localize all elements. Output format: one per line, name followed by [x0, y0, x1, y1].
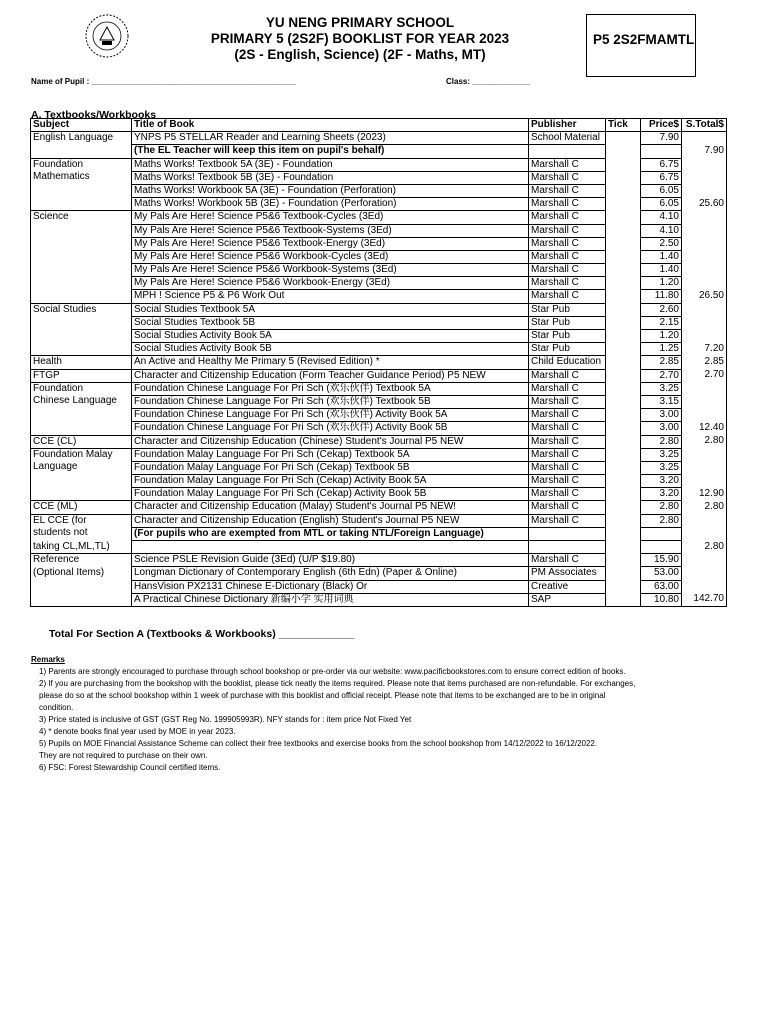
subtotal-cell [682, 461, 727, 474]
price-cell: 2.60 [641, 303, 682, 316]
publisher-cell: SAP [529, 593, 606, 606]
subject-cell [31, 409, 132, 422]
publisher-cell: Marshall C [529, 158, 606, 171]
table-row [31, 132, 727, 145]
tick-cell[interactable] [606, 593, 641, 606]
subject-cell [31, 593, 132, 606]
title-cell: A Practical Chinese Dictionary 新编小学 实用词典 [132, 593, 529, 606]
tick-cell[interactable] [606, 132, 641, 145]
subtotal-cell [682, 237, 727, 250]
publisher-cell: Marshall C [529, 395, 606, 408]
section-a-total: Total For Section A (Textbooks & Workbooks) _____________ [49, 628, 355, 640]
tick-cell[interactable] [606, 211, 641, 224]
publisher-cell: Marshall C [529, 488, 606, 501]
subtotal-cell: 2.85 [682, 356, 727, 369]
title-cell: My Pals Are Here! Science P5&6 Workbook-Energy (3Ed) [132, 277, 529, 290]
remark-line: 4) * denote books final year used by MOE in year 2023. [39, 727, 236, 736]
subtotal-cell [682, 211, 727, 224]
subject-cell: Reference [31, 554, 132, 567]
price-cell: 6.05 [641, 184, 682, 197]
subject-cell: Language [31, 461, 132, 474]
table-row [31, 145, 727, 158]
title-cell: Character and Citizenship Education (Form Teacher Guidance Period) P5 NEW [132, 369, 529, 382]
subject-cell [31, 264, 132, 277]
price-cell [641, 145, 682, 158]
table-row [31, 224, 727, 237]
subject-cell: Foundation Malay [31, 448, 132, 461]
publisher-cell: Marshall C [529, 514, 606, 527]
table-row [31, 593, 727, 606]
table-row [31, 395, 727, 408]
price-cell: 2.70 [641, 369, 682, 382]
subtotal-cell [682, 250, 727, 263]
tick-cell[interactable] [606, 290, 641, 303]
publisher-cell: Marshall C [529, 422, 606, 435]
subject-cell [31, 488, 132, 501]
table-row [31, 356, 727, 369]
tick-cell[interactable] [606, 435, 641, 448]
publisher-cell: Marshall C [529, 435, 606, 448]
tick-cell[interactable] [606, 514, 641, 527]
price-cell: 11.80 [641, 290, 682, 303]
publisher-cell: Marshall C [529, 501, 606, 514]
table-row [31, 264, 727, 277]
pupil-name-field[interactable]: Name of Pupil : ______________________________________________ [31, 77, 297, 86]
publisher-cell: Marshall C [529, 171, 606, 184]
remark-line: 5) Pupils on MOE Financial Assistance Scheme can collect their free textbooks and exercise books from the school bookshop from 14/12/2022 to 16/12/2022. [39, 739, 598, 748]
subject-cell: Foundation [31, 382, 132, 395]
price-cell: 15.90 [641, 554, 682, 567]
publisher-cell [529, 145, 606, 158]
tick-cell[interactable] [606, 237, 641, 250]
subject-cell: Foundation [31, 158, 132, 171]
publisher-cell: Marshall C [529, 461, 606, 474]
title-cell: Foundation Chinese Language For Pri Sch (欢乐伙伴) Textbook 5B [132, 395, 529, 408]
school-crest-logo [84, 13, 130, 59]
title-cell: Social Studies Textbook 5A [132, 303, 529, 316]
subject-cell: Chinese Language [31, 395, 132, 408]
tick-cell[interactable] [606, 171, 641, 184]
subtotal-cell [682, 330, 727, 343]
title-cell: MPH ! Science P5 & P6 Work Out [132, 290, 529, 303]
col-subtotal-header: S.Total$ [682, 119, 727, 132]
title-cell: Character and Citizenship Education (Malay) Student's Journal P5 NEW! [132, 501, 529, 514]
price-cell: 3.25 [641, 382, 682, 395]
title-cell: Social Studies Activity Book 5B [132, 343, 529, 356]
price-cell: 3.00 [641, 409, 682, 422]
subject-cell [31, 184, 132, 197]
tick-cell[interactable] [606, 395, 641, 408]
publisher-cell: Marshall C [529, 237, 606, 250]
subject-cell: Social Studies [31, 303, 132, 316]
table-row [31, 514, 727, 527]
subject-cell: EL CCE (for [31, 514, 132, 527]
subject-cell: (Optional Items) [31, 567, 132, 580]
subtotal-cell: 7.20 [682, 343, 727, 356]
tick-cell[interactable] [606, 527, 641, 540]
title-cell: My Pals Are Here! Science P5&6 Textbook-Cycles (3Ed) [132, 211, 529, 224]
tick-cell[interactable] [606, 422, 641, 435]
col-price-header: Price$ [641, 119, 682, 132]
publisher-cell: Marshall C [529, 211, 606, 224]
table-row [31, 237, 727, 250]
publisher-cell: Marshall C [529, 184, 606, 197]
col-subject-header: Subject [31, 119, 132, 132]
price-cell: 3.25 [641, 448, 682, 461]
table-row [31, 198, 727, 211]
title-cell: Foundation Chinese Language For Pri Sch (欢乐伙伴) Activity Book 5B [132, 422, 529, 435]
subtotal-cell [682, 224, 727, 237]
title-cell: Character and Citizenship Education (Chinese) Student's Journal P5 NEW [132, 435, 529, 448]
table-row [31, 409, 727, 422]
subject-cell [31, 330, 132, 343]
booklist-table [30, 118, 727, 607]
price-cell: 2.80 [641, 514, 682, 527]
booklist-code-box [586, 14, 696, 77]
tick-cell[interactable] [606, 541, 641, 554]
title-cell: Foundation Malay Language For Pri Sch (Cekap) Textbook 5B [132, 461, 529, 474]
table-row [31, 330, 727, 343]
title-cell: My Pals Are Here! Science P5&6 Workbook-Systems (3Ed) [132, 264, 529, 277]
publisher-cell: Marshall C [529, 198, 606, 211]
subject-cell [31, 290, 132, 303]
price-cell: 3.00 [641, 422, 682, 435]
title-cell: Character and Citizenship Education (English) Student's Journal P5 NEW [132, 514, 529, 527]
subtotal-cell [682, 409, 727, 422]
subject-cell [31, 237, 132, 250]
table-row [31, 303, 727, 316]
publisher-cell: Marshall C [529, 448, 606, 461]
price-cell: 4.10 [641, 211, 682, 224]
tick-cell[interactable] [606, 224, 641, 237]
table-row [31, 475, 727, 488]
tick-cell[interactable] [606, 409, 641, 422]
title-cell: Maths Works! Textbook 5B (3E) - Foundation [132, 171, 529, 184]
price-cell: 53.00 [641, 567, 682, 580]
subtotal-cell [682, 171, 727, 184]
tick-cell[interactable] [606, 303, 641, 316]
publisher-cell: Marshall C [529, 277, 606, 290]
title-cell: Longman Dictionary of Contemporary English (6th Edn) (Paper & Online) [132, 567, 529, 580]
table-row [31, 171, 727, 184]
booklist-title: PRIMARY 5 (2S2F) BOOKLIST FOR YEAR 2023 [210, 31, 510, 46]
price-cell: 2.50 [641, 237, 682, 250]
table-row [31, 290, 727, 303]
remark-line: 6) FSC: Forest Stewardship Council certified items. [39, 763, 221, 772]
publisher-cell: Marshall C [529, 409, 606, 422]
subject-cell: Science [31, 211, 132, 224]
col-publisher-header: Publisher [529, 119, 606, 132]
price-cell: 1.40 [641, 264, 682, 277]
remark-line: 1) Parents are strongly encouraged to purchase through school bookshop or pre-order via our website: www.pacificbookstores.com to ensure correct edition of books. [39, 667, 626, 676]
price-cell: 10.80 [641, 593, 682, 606]
price-cell: 1.20 [641, 330, 682, 343]
subtotal-cell: 142.70 [682, 593, 727, 606]
table-row [31, 369, 727, 382]
price-cell: 1.40 [641, 250, 682, 263]
publisher-cell: Creative [529, 580, 606, 593]
tick-cell[interactable] [606, 475, 641, 488]
tick-cell[interactable] [606, 382, 641, 395]
subtotal-cell: 2.80 [682, 541, 727, 554]
table-row [31, 461, 727, 474]
tick-cell[interactable] [606, 567, 641, 580]
class-field[interactable]: Class: _____________ [446, 77, 531, 86]
title-cell: (The EL Teacher will keep this item on pupil's behalf) [132, 145, 529, 158]
price-cell: 3.20 [641, 488, 682, 501]
table-row [31, 343, 727, 356]
price-cell: 6.75 [641, 158, 682, 171]
table-row [31, 554, 727, 567]
title-cell: My Pals Are Here! Science P5&6 Workbook-Cycles (3Ed) [132, 250, 529, 263]
subtotal-cell [682, 448, 727, 461]
tick-cell[interactable] [606, 501, 641, 514]
price-cell [641, 541, 682, 554]
tick-cell[interactable] [606, 198, 641, 211]
title-cell: Foundation Malay Language For Pri Sch (Cekap) Textbook 5A [132, 448, 529, 461]
subtotal-cell [682, 277, 727, 290]
subtotal-cell: 25.60 [682, 198, 727, 211]
subject-cell: FTGP [31, 369, 132, 382]
title-cell: Foundation Chinese Language For Pri Sch (欢乐伙伴) Activity Book 5A [132, 409, 529, 422]
section-a-title: A. Textbooks/Workbooks [31, 109, 157, 121]
publisher-cell: Marshall C [529, 250, 606, 263]
table-row [31, 541, 727, 554]
price-cell: 2.85 [641, 356, 682, 369]
subtotal-cell [682, 395, 727, 408]
price-cell: 2.80 [641, 501, 682, 514]
remarks-title: Remarks [31, 655, 65, 664]
table-row [31, 184, 727, 197]
subtotal-cell [682, 382, 727, 395]
table-row [31, 580, 727, 593]
title-cell: Maths Works! Workbook 5B (3E) - Foundation (Perforation) [132, 198, 529, 211]
subject-cell [31, 475, 132, 488]
title-cell: HansVision PX2131 Chinese E-Dictionary (Black) Or [132, 580, 529, 593]
publisher-cell: Marshall C [529, 224, 606, 237]
subtotal-cell [682, 475, 727, 488]
subtotal-cell: 2.80 [682, 501, 727, 514]
tick-cell[interactable] [606, 316, 641, 329]
subtotal-cell [682, 158, 727, 171]
table-row [31, 501, 727, 514]
price-cell: 63.00 [641, 580, 682, 593]
subtotal-cell: 2.70 [682, 369, 727, 382]
table-row [31, 435, 727, 448]
table-row [31, 527, 727, 540]
tick-cell[interactable] [606, 158, 641, 171]
price-cell: 3.15 [641, 395, 682, 408]
subject-cell: CCE (ML) [31, 501, 132, 514]
subject-cell [31, 316, 132, 329]
title-cell: Social Studies Activity Book 5A [132, 330, 529, 343]
subtotal-cell [682, 554, 727, 567]
price-cell: 7.90 [641, 132, 682, 145]
subtotal-cell [682, 264, 727, 277]
price-cell: 1.20 [641, 277, 682, 290]
remarks-block [31, 654, 731, 774]
table-row [31, 277, 727, 290]
tick-cell[interactable] [606, 580, 641, 593]
subtotal-cell: 2.80 [682, 435, 727, 448]
subject-cell [31, 580, 132, 593]
publisher-cell [529, 527, 606, 540]
subtotal-cell: 26.50 [682, 290, 727, 303]
title-cell: Foundation Malay Language For Pri Sch (Cekap) Activity Book 5A [132, 475, 529, 488]
subtotal-cell: 7.90 [682, 145, 727, 158]
title-cell [132, 541, 529, 554]
publisher-cell: Marshall C [529, 554, 606, 567]
subtotal-cell [682, 567, 727, 580]
table-row [31, 316, 727, 329]
title-cell: Social Studies Textbook 5B [132, 316, 529, 329]
publisher-cell: Marshall C [529, 369, 606, 382]
title-cell: Foundation Malay Language For Pri Sch (Cekap) Activity Book 5B [132, 488, 529, 501]
price-cell: 1.25 [641, 343, 682, 356]
price-cell: 6.75 [641, 171, 682, 184]
table-row [31, 158, 727, 171]
subject-cell: Mathematics [31, 171, 132, 184]
col-title-header: Title of Book [132, 119, 529, 132]
publisher-cell: Child Education [529, 356, 606, 369]
subtotal-cell [682, 316, 727, 329]
subtotal-cell: 12.40 [682, 422, 727, 435]
publisher-cell: Star Pub [529, 343, 606, 356]
subtotal-cell: 12.90 [682, 488, 727, 501]
price-cell [641, 527, 682, 540]
tick-cell[interactable] [606, 264, 641, 277]
subject-cell [31, 343, 132, 356]
table-row [31, 488, 727, 501]
page-header [170, 15, 550, 63]
booklist-code: P5 2S2FMAMTL [593, 32, 695, 47]
price-cell: 3.20 [641, 475, 682, 488]
publisher-cell: School Material [529, 132, 606, 145]
subject-cell [31, 198, 132, 211]
title-cell: YNPS P5 STELLAR Reader and Learning Sheets (2023) [132, 132, 529, 145]
publisher-cell: Star Pub [529, 303, 606, 316]
price-cell: 2.80 [641, 435, 682, 448]
table-row [31, 382, 727, 395]
tick-cell[interactable] [606, 250, 641, 263]
subtotal-cell [682, 132, 727, 145]
publisher-cell: Marshall C [529, 264, 606, 277]
subject-cell [31, 250, 132, 263]
subject-cell: CCE (CL) [31, 435, 132, 448]
subject-cell: Health [31, 356, 132, 369]
table-row [31, 567, 727, 580]
tick-cell[interactable] [606, 145, 641, 158]
subject-cell [31, 145, 132, 158]
booklist-subtitle: (2S - English, Science) (2F - Maths, MT) [234, 47, 486, 62]
table-row [31, 211, 727, 224]
subject-cell [31, 224, 132, 237]
table-row [31, 250, 727, 263]
remark-line: 3) Price stated is inclusive of GST (GST Reg No. 199905993R). NFY stands for : item price Not Fixed Yet [39, 715, 412, 724]
subtotal-cell [682, 184, 727, 197]
table-header-row [31, 119, 727, 132]
title-cell: My Pals Are Here! Science P5&6 Textbook-Energy (3Ed) [132, 237, 529, 250]
col-tick-header: Tick [606, 119, 641, 132]
subtotal-cell [682, 514, 727, 527]
subtotal-cell [682, 580, 727, 593]
tick-cell[interactable] [606, 448, 641, 461]
title-cell: Maths Works! Textbook 5A (3E) - Foundation [132, 158, 529, 171]
title-cell: (For pupils who are exempted from MTL or taking NTL/Foreign Language) [132, 527, 529, 540]
subject-cell [31, 422, 132, 435]
tick-cell[interactable] [606, 461, 641, 474]
remark-line: They are not required to purchase on their own. [39, 751, 208, 760]
subject-cell [31, 277, 132, 290]
tick-cell[interactable] [606, 369, 641, 382]
publisher-cell: Marshall C [529, 382, 606, 395]
title-cell: An Active and Healthy Me Primary 5 (Revised Edition) * [132, 356, 529, 369]
publisher-cell: Marshall C [529, 290, 606, 303]
title-cell: My Pals Are Here! Science P5&6 Textbook-Systems (3Ed) [132, 224, 529, 237]
tick-cell[interactable] [606, 277, 641, 290]
price-cell: 6.05 [641, 198, 682, 211]
title-cell: Foundation Chinese Language For Pri Sch (欢乐伙伴) Textbook 5A [132, 382, 529, 395]
remark-line: 2) If you are purchasing from the bookshop with the booklist, please tick neatly the items required. Please note that items purchased are non-refundable. For exchanges, [39, 679, 636, 688]
tick-cell[interactable] [606, 554, 641, 567]
school-name: YU NENG PRIMARY SCHOOL [265, 15, 455, 30]
publisher-cell: Marshall C [529, 475, 606, 488]
publisher-cell [529, 541, 606, 554]
remark-line: please do so at the school bookshop within 1 week of purchase with this booklist and official receipt. Please note that items to be exchanged are to be in original [39, 691, 606, 700]
price-cell: 3.25 [641, 461, 682, 474]
subject-cell: taking CL,ML,TL) [31, 541, 132, 554]
publisher-cell: Star Pub [529, 330, 606, 343]
publisher-cell: Star Pub [529, 316, 606, 329]
table-row [31, 422, 727, 435]
tick-cell[interactable] [606, 184, 641, 197]
title-cell: Maths Works! Workbook 5A (3E) - Foundation (Perforation) [132, 184, 529, 197]
tick-cell[interactable] [606, 343, 641, 356]
tick-cell[interactable] [606, 356, 641, 369]
subject-cell: students not [31, 527, 132, 540]
subject-cell: English Language [31, 132, 132, 145]
tick-cell[interactable] [606, 330, 641, 343]
price-cell: 4.10 [641, 224, 682, 237]
tick-cell[interactable] [606, 488, 641, 501]
table-row [31, 448, 727, 461]
subtotal-cell [682, 303, 727, 316]
remark-line: condition. [39, 703, 74, 712]
price-cell: 2.15 [641, 316, 682, 329]
publisher-cell: PM Associates [529, 567, 606, 580]
title-cell: Science PSLE Revision Guide (3Ed) (U/P $19.80) [132, 554, 529, 567]
subtotal-cell [682, 527, 727, 540]
